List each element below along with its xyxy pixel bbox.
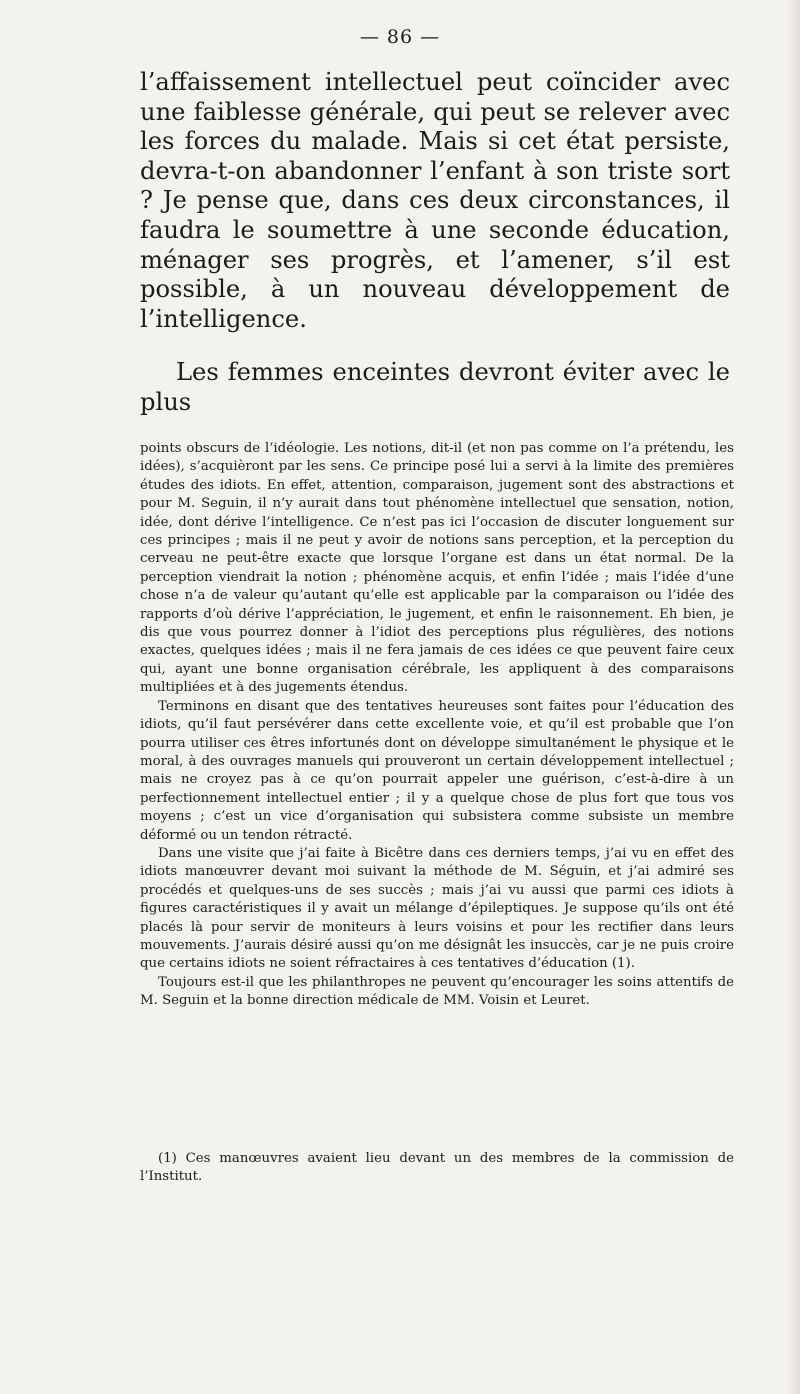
footnote-text: (1) Ces manœuvres avaient lieu devant un des membres de la commission de l’Institut. [140, 1151, 734, 1185]
main-text [140, 68, 730, 418]
page-number: — 86 — [359, 26, 441, 48]
main-paragraph-1: l’affaissement intellectuel peut coïncider avec une faiblesse générale, qui peut se relever avec les forces du malade. Mais si cet état persiste, devra-t-on abandonner l’enfant à son triste sort ? Je pense que, dans ces deux circonstances, il faudra le soumettre à une seconde éducation, ménager ses progrès, et l’amener, s’il est possible, à un nouveau développement de l’intelligence. [140, 68, 730, 333]
small-paragraph-2: Terminons en disant que des tentatives heureuses sont faites pour l’éducation des idiots, qu’il faut persévérer dans cette excellente voie, et qu’il est probable que l’on pourra utiliser ces êtres infortunés dont on développe simultanément le physique et le moral, à des ouvrages manuels qui prouveront un certain développement intellectuel ; mais ne croyez pas à ce qu’on pourrait appeler une guérison, c’est-à-dire à un perfectionnement intellectuel entier ; il y a quelque chose de plus fort que tous vos moyens ; c’est un vice d’organisation qui subsistera comme subsiste un membre déformé ou un tendon rétracté. [140, 698, 734, 843]
page-edge-shadow [786, 0, 800, 1394]
footnote [140, 1150, 734, 1187]
small-paragraph-3: Dans une visite que j’ai faite à Bicêtre dans ces derniers temps, j’ai vu en effet des idiots manœuvrer devant moi suivant la méthode de M. Séguin, et j’ai admiré ses procédés et quelques-uns de ses succès ; mais j’ai vu aussi que parmi ces idiots à figures caractéristiques il y avait un mélange d’épileptiques. Je suppose qu’ils ont été placés là pour servir de moniteurs à leurs voisins et pour les rectifier dans leurs mouvements. J’aurais désiré aussi qu’on me désignât les insuccès, car je ne puis croire que certains idiots ne soient réfractaires à ces tentatives d’éducation (1). [140, 845, 734, 972]
small-paragraph-1: points obscurs de l’idéologie. Les notions, dit-il (et non pas comme on l’a prétendu, les idées), s’acquièront par les sens. Ce principe posé lui a servi à la limite des premières études des idiots. En effet, attention, comparaison, jugement sont des abstractions et pour M. Seguin, il n’y aurait dans tout phénomène intellectuel que sensation, notion, idée, dont dérive l’intelligence. Ce n’est pas ici l’occasion de discuter longuement sur ces principes ; mais il ne peut y avoir de notions sans perception, et la perception du cerveau ne peut-être exacte que lorsque l’organe est dans un état normal. De la perception viendrait la notion ; phénomène acquis, et enfin l’idée ; mais l’idée d’une chose n’a de valeur qu’autant qu’elle est applicable par la comparaison ou l’idée des rapports d’où dérive l’appréciation, le jugement, et enfin le raisonnement. Eh bien, je dis que vous pourrez donner à l’idiot des perceptions plus régulières, des notions exactes, quelques idées ; mais il ne fera jamais de ces idées ce que peuvent faire ceux qui, ayant une bonne organisation cérébrale, les appliquent à des comparaisons multipliées et à des jugements étendus. [140, 441, 734, 696]
small-print-text [140, 440, 734, 1011]
small-paragraph-4: Toujours est-il que les philanthropes ne peuvent qu’encourager les soins attentifs de M. Seguin et la bonne direction médicale de MM. Voisin et Leuret. [140, 974, 734, 1009]
main-paragraph-2: Les femmes enceintes devront éviter avec le plus [140, 358, 730, 416]
